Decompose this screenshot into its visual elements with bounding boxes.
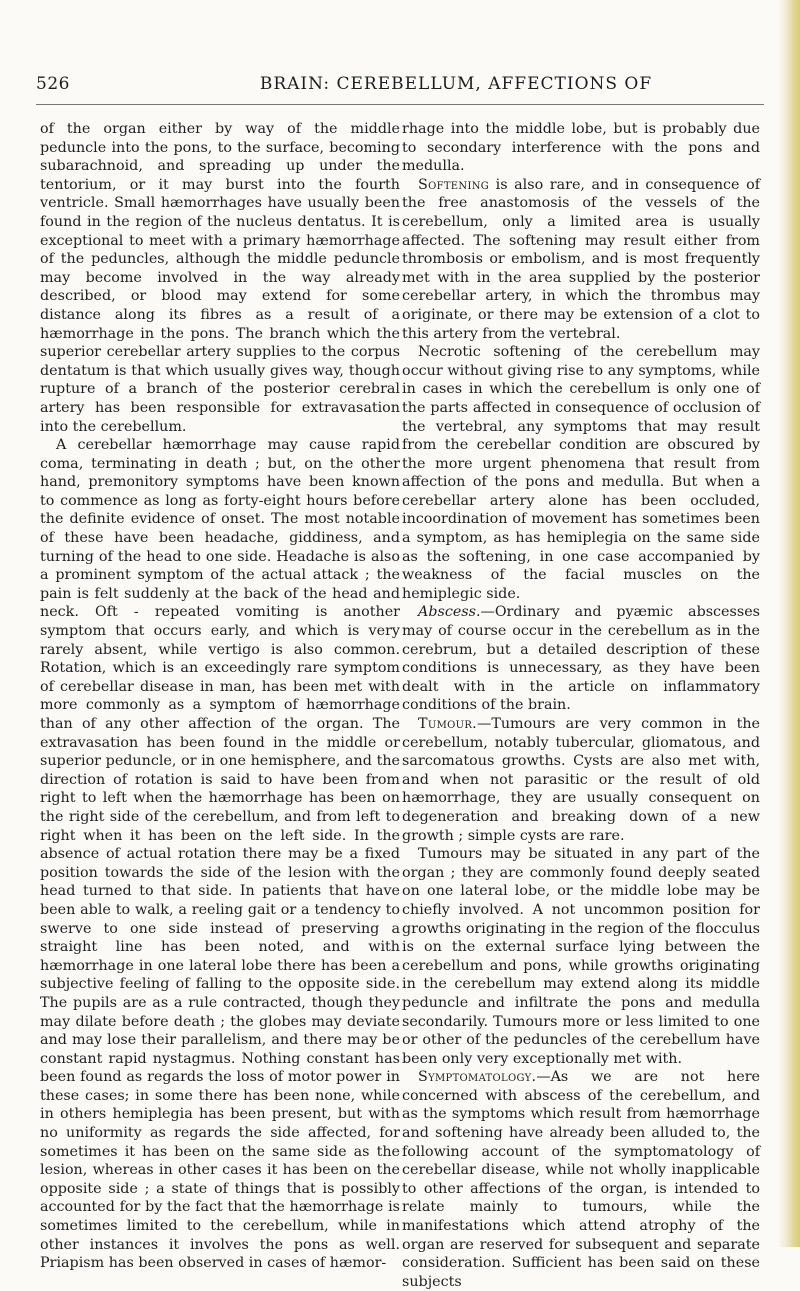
necrotic-paragraph: Necrotic softening of the cerebellum may occur without giving rise to any symptoms, while in cases in which the cerebellum is only one of the parts affected in consequence of occlusion of the vertebral, any symptoms that may result from the cerebellar condition are obscured by the more urgent phenomena that result from affection of the pons and medulla. But when a cerebellar artery alone has been occluded, incoordination of movement has sometimes been a symptom, as has hemiplegia on the same side as the softening, in one case accompanied by weakness of the facial muscles on the hemiplegic side.	[402, 344, 760, 602]
left-paragraph-1: of the organ either by way of the middle peduncle into the pons, to the surface, becoming subarachnoid, and spreading up under the tentorium, or it may burst into the fourth ventricle. Small hæmorrhages have usually been found in the region of the nucleus dentatus. It is exceptional to meet with a primary hæmorrhage of the peduncles, although the middle peduncle may become involved in the way already described, or blood may extend for some distance along its fibres as a result of a hæmorrhage in the pons. The branch which the superior cerebellar artery supplies to the corpus dentatum is that which usually gives way, though rupture of a branch of the posterior cerebral artery has been responsible for extravasation into the cerebellum.	[40, 121, 400, 435]
right-paragraph-1: rhage into the middle lobe, but is probably due to secondary interference with the pons and medulla.	[402, 121, 760, 175]
symptomatology-paragraph	[402, 1068, 760, 1291]
tumour-heading: Tumour.	[418, 716, 478, 732]
page-number: 526	[36, 74, 70, 94]
right-column	[402, 120, 760, 1291]
symptomatology-text: —As we are not here concerned with abscess of the cerebellum, and as the symptoms which result from hæmorrhage and softening have already been alluded to, the following account of the symptomatology of cerebellar disease, while not wholly inapplicable to other affections of the organ, is intended to relate mainly to tumours, while the manifestations which attend atrophy of the organ are reserved for subsequent and separate consideration. Sufficient has been said on these subjects	[402, 1069, 760, 1290]
header-rule	[36, 104, 764, 105]
page-edge-decoration	[778, 0, 800, 1247]
abscess-text: —Ordinary and pyæmic abscesses may of course occur in the cerebellum as in the cerebrum, but a detailed description of these conditions is unnecessary, as they have been dealt with in the article on inflammatory conditions of the brain.	[402, 604, 760, 714]
softening-heading: Softening	[418, 176, 490, 193]
softening-paragraph	[402, 176, 760, 343]
left-paragraph-2: A cerebellar hæmorrhage may cause rapid coma, terminating in death ; but, on the other hand, premonitory symptoms have been known to commence as long as forty-eight hours before the definite evidence of onset. The most notable of these have been headache, giddiness, and turning of the head to one side. Headache is also a prominent symptom of the actual attack ; the pain is felt suddenly at the back of the head and neck. Oft - repeated vomiting is another symptom that occurs early, and which is very rarely absent, while vertigo is also common. Rotation, which is an exceedingly rare symptom of cerebellar disease in man, has been met with more commonly as a symptom of hæmorrhage than of any other affection of the organ. The extravasation has been found in the middle or superior peduncle, or in one hemisphere, and the direction of rotation is said to have been from right to left when the hæmorrhage has been on the right side of the cerebellum, and from left to right when it has been on the left side. In the absence of actual rotation there may be a fixed position towards the side of the lesion with the head turned to that side. In patients that have been able to walk, a reeling gait or a tendency to swerve to one side instead of preserving a straight line has been noted, and with hæmorrhage in one lateral lobe there has been a subjective feeling of falling to the opposite side. The pupils are as a rule contracted, though they may dilate before death ; the globes may deviate and may lose their parallelism, and there may be constant rapid nystagmus. Nothing constant has been found as regards the loss of motor power in these cases; in some there has been none, while in others hemiplegia has been present, but with no uniformity as regards the side affected, for sometimes it has been on the same side as the lesion, whereas in other cases it has been on the opposite side ; a state of things that is possibly accounted for by the fact that the hæmorrhage is sometimes limited to the cerebellum, while in other instances it involves the pons as well. Priapism has been observed in cases of hæmor-	[40, 437, 400, 1272]
page-header	[36, 74, 764, 102]
tumour-location-paragraph: Tumours may be situated in any part of the organ ; they are commonly found deeply seated on one lateral lobe, or the middle lobe may be chiefly involved. A not uncommon position for growths originating in the region of the flocculus is on the external surface lying between the cerebellum and pons, while growths originating in the cerebellum may extend along its middle peduncle and infiltrate the pons and medulla secondarily. Tumours more or less limited to one or other of the peduncles of the cerebellum have been only very exceptionally met with.	[402, 846, 760, 1067]
softening-text: is also rare, and in consequence of the free anastomosis of the vessels of the cerebellum, only a limited area is usually affected. The softening may result either from thrombosis or embolism, and is most frequently met with in the area supplied by the posterior cerebellar artery, in which the thrombus may originate, or there may be extension of a clot to this artery from the vertebral.	[402, 176, 760, 342]
tumour-paragraph	[402, 715, 760, 845]
left-column	[40, 120, 400, 1273]
abscess-paragraph	[402, 603, 760, 715]
symptomatology-heading: Symptomatology.	[418, 1069, 537, 1086]
tumour-text: —Tumours are very common in the cerebellum, notably tubercular, gliomatous, and sarcomatous growths. Cysts are also met with, and when not parasitic or the result of old hæmorrhage, they are usually consequent on degeneration and breaking down of a new growth ; simple cysts are rare.	[402, 716, 760, 844]
running-head: BRAIN: CEREBELLUM, AFFECTIONS OF	[259, 74, 653, 94]
abscess-heading: Abscess.	[418, 604, 481, 621]
